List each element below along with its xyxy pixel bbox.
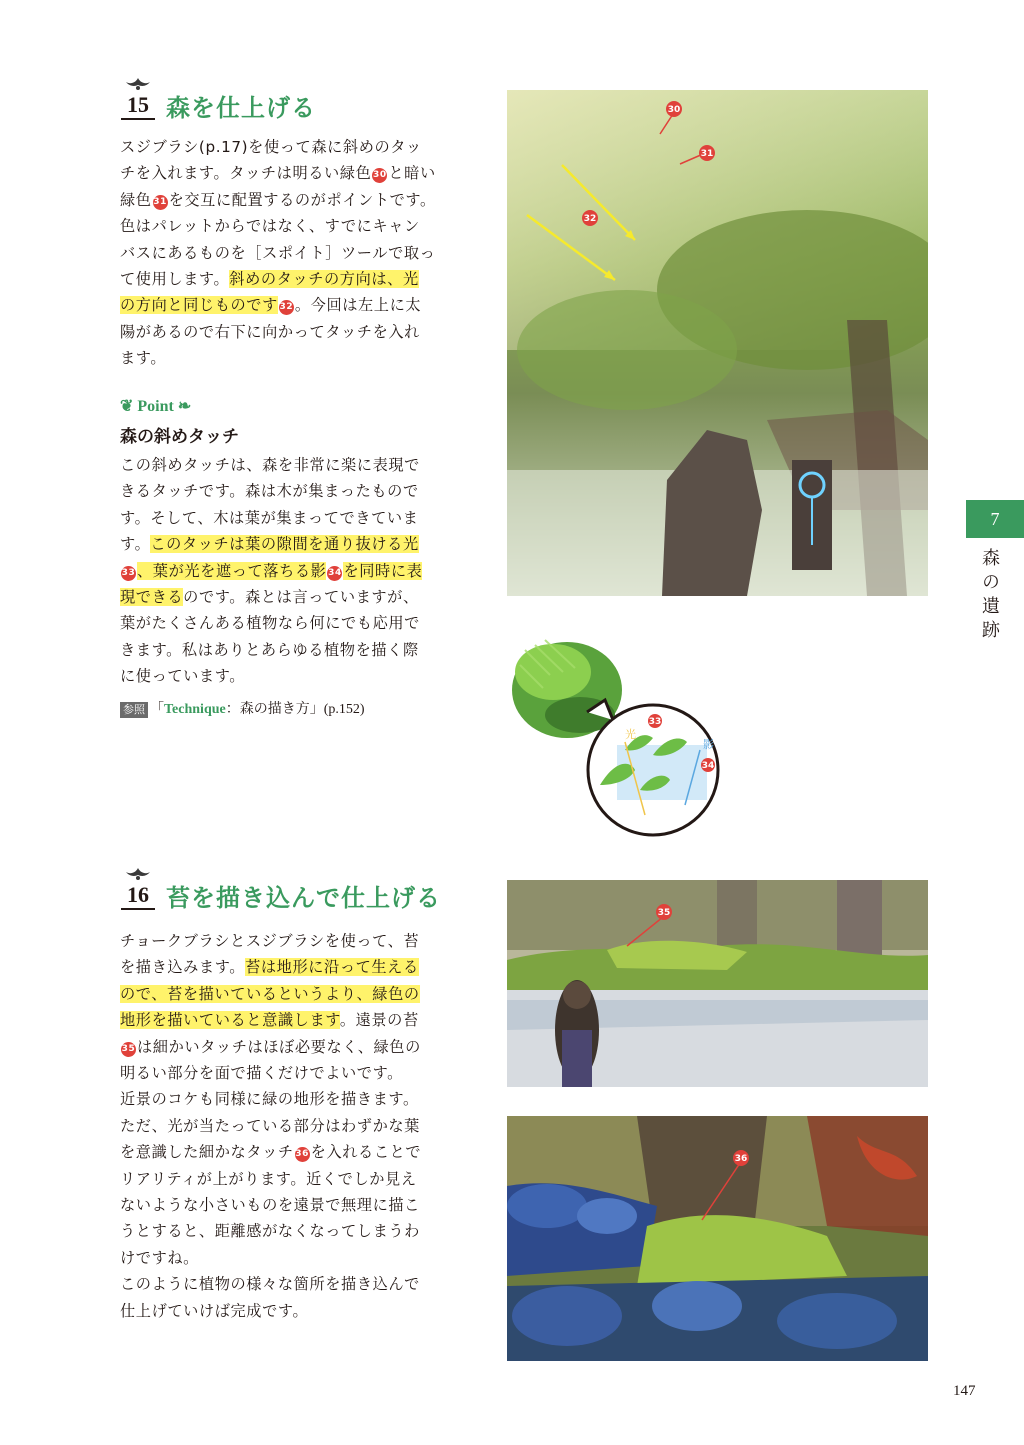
reference-badge: 参照 <box>120 702 148 718</box>
moss-distant-painting <box>507 880 928 1087</box>
ornament-icon <box>121 866 155 882</box>
flourish-left-icon: ❦ <box>120 398 134 415</box>
callout-32: 32 <box>583 214 597 224</box>
callout-35: 35 <box>657 908 671 918</box>
callout-31: 31 <box>700 149 714 159</box>
callout-marker: 32 <box>279 300 294 315</box>
step-number-16: 16 <box>121 882 155 910</box>
callout-marker: 30 <box>372 168 387 183</box>
reference-line: 参照 「Technique：森の描き方」(p.152) <box>120 698 365 718</box>
light-label: 光 <box>625 728 636 741</box>
callout-marker: 33 <box>121 566 136 581</box>
section-15-body: スジブラシ(p.17)を使って森に斜めのタッ チを入れます。タッチは明るい緑色 30 と暗い 緑色 31 を交互に配置するのがポイントです。 色はパレットからではなく、すでにキャン バスにあるものを［スポイト］ツールで取っ て使用します。斜めのタッチの方向は、光 の方向と同じものです 32 。今回は左上に太 陽があるので右下に向かってタッチを入れ ます。 <box>120 138 436 368</box>
point-body: この斜めタッチは、森を非常に楽に表現で きるタッチです。森は木が集まったもので す。そして、木は葉が集まってできていま す。このタッチは葉の隙間を通り抜ける光 33 、葉が光を遮って落ちる影 34 を同時に表 現できるのです。森とは言っていますが、 葉がたくさんある植物なら何にでも応用で きます。私はありとあらゆる植物を描く際 に使っています。 <box>120 456 423 686</box>
page-number: 147 <box>953 1383 976 1399</box>
callout-30: 30 <box>667 105 681 115</box>
section-title-15: 森を仕上げる <box>166 94 316 122</box>
shadow-label: 影 <box>703 738 714 751</box>
point-heading: 森の斜めタッチ <box>120 427 239 447</box>
callout-34: 34 <box>701 761 715 771</box>
chapter-tab[interactable]: 7 <box>966 500 1024 538</box>
section-16-body: チョークブラシとスジブラシを使って、苔 を描き込みます。苔は地形に沿って生える ので、苔を描いているというより、緑色の 地形を描いていると意識します。遠景の苔 35 は細かいタッチはほぼ必要なく、緑色の 明るい部分を面で描くだけでよいです。 近景のコケも同様に緑の地形を描きます。 ただ、光が当たっている部分はわずかな葉 を意識した細かなタッチ 36 を入れることで リアリティが上がります。近くでしか見え ないような小さいものを遠景で無理に描こ うとすると、距離感がなくなってしまうわ けですね。 このように植物の様々な箇所を描き込んで 仕上げていけば完成です。 <box>120 932 422 1320</box>
flourish-right-icon: ❧ <box>177 398 192 415</box>
chapter-name: 森の遺跡 <box>979 548 1000 644</box>
callout-marker: 36 <box>295 1147 310 1162</box>
callout-marker: 31 <box>153 195 168 210</box>
moss-foreground-painting <box>507 1116 928 1361</box>
callout-marker: 34 <box>327 566 342 581</box>
callout-36: 36 <box>734 1154 748 1164</box>
forest-painting <box>507 90 928 596</box>
point-label: ❦ Point ❧ <box>120 398 192 415</box>
callout-33: 33 <box>648 717 662 727</box>
step-number-15: 15 <box>121 92 155 120</box>
ornament-icon <box>121 76 155 92</box>
callout-marker: 35 <box>121 1042 136 1057</box>
section-title-16: 苔を描き込んで仕上げる <box>166 884 441 912</box>
touch-diagram <box>505 620 745 840</box>
